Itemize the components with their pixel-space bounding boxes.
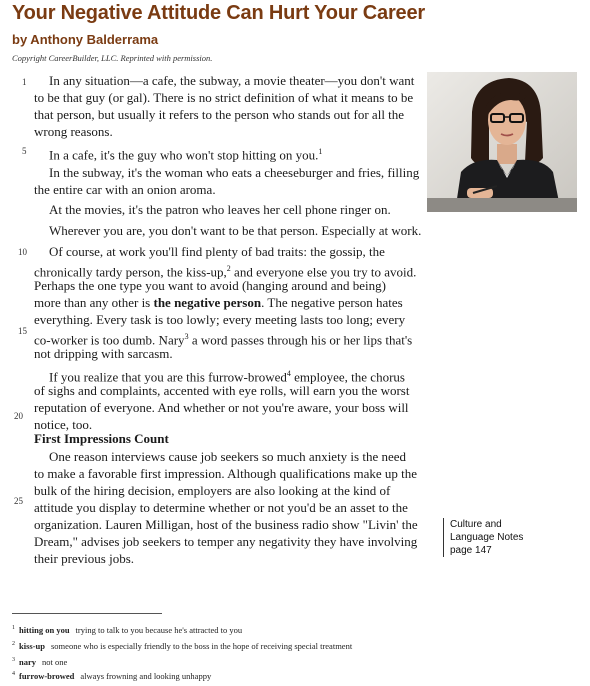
body-text: . The negative person hates (261, 295, 403, 310)
body-line (34, 294, 403, 311)
body-line: In any situation—a cafe, the subway, a movie theater—you don't want (49, 73, 415, 88)
body-line: Wherever you are, you don't want to be that person. Especially at work. (49, 223, 422, 238)
note-line: Language Notes (450, 532, 524, 543)
footnote-ref: 4 (286, 369, 291, 378)
body-line: In the subway, it's the woman who eats a cheeseburger and fries, filling (49, 165, 420, 180)
businesswoman-photo (427, 72, 577, 212)
body-line: Dream," advises job seekers to temper any negativity they have involving (34, 534, 418, 549)
line-number: 10 (18, 247, 27, 257)
body-text: If you realize that you are this furrow-browed (49, 369, 287, 385)
body-line: organization. Lauren Milligan, host of the business radio show "Livin' the (34, 517, 418, 532)
body-text: more than any other is (34, 295, 154, 310)
bold-term: the negative person (153, 295, 262, 310)
line-number: 25 (14, 496, 23, 506)
line-number: 15 (18, 326, 27, 336)
footnote-definition: trying to talk to you because he's attracted to you (75, 625, 243, 635)
footnote-number: 2 (12, 641, 15, 647)
note-line: Culture and (450, 519, 502, 530)
footnote-definition: not one (42, 657, 68, 667)
body-line: bulk of the hiring decision, employers are also looking at the kind of (34, 483, 391, 498)
article-byline: by Anthony Balderrama (12, 32, 159, 47)
body-line: to be that guy (or gal). There is no strict definition of what it means to be (34, 90, 414, 105)
body-line: that person, but usually it refers to the person who stands out for all the (34, 107, 405, 122)
footnote-ref: 3 (184, 332, 189, 341)
body-line: not dripping with sarcasm. (34, 346, 173, 361)
body-line: everything. Every task is too lowly; every meeting lasts too long; every (34, 312, 406, 327)
line-number: 5 (22, 146, 27, 156)
footnote (12, 641, 352, 651)
body-line: wrong reasons. (34, 124, 113, 139)
body-text: and everyone else you try to avoid. (230, 264, 417, 280)
footnote (12, 671, 211, 681)
body-line: the entire car with an onion aroma. (34, 182, 216, 197)
body-text: chronically tardy person, the kiss-up, (34, 264, 227, 280)
copyright-notice: Copyright CareerBuilder, LLC. Reprinted with permission. (12, 53, 213, 63)
line-number: 20 (14, 411, 23, 421)
footnote-term: hitting on you (19, 625, 70, 635)
body-line: of sighs and complaints, accented with eye rolls, will earn you the worst (34, 383, 410, 398)
footnote-number: 4 (12, 671, 15, 677)
body-line: notice, too. (34, 417, 93, 432)
body-line: attitude you display to determine whether or not you'd be an asset to the (34, 500, 408, 515)
footnote-ref: 2 (226, 264, 231, 273)
body-line (49, 143, 322, 163)
footnote-number: 3 (12, 657, 15, 663)
note-line: page 147 (450, 545, 492, 556)
body-line: to make a favorable first impression. Although qualifications make up the (34, 466, 418, 481)
footnote-ref: 1 (318, 147, 323, 156)
body-line: reputation of everyone. And whether or not you're aware, your boss will (34, 400, 409, 415)
section-heading: First Impressions Count (34, 431, 169, 446)
body-line: At the movies, it's the patron who leaves her cell phone ringer on. (49, 202, 391, 217)
culture-language-note (443, 518, 523, 557)
article-title: Your Negative Attitude Can Hurt Your Career (12, 2, 425, 24)
footnote-divider (12, 613, 162, 614)
footnote (12, 625, 242, 635)
body-text: employee, the chorus (290, 369, 405, 385)
footnote-term: furrow-browed (19, 671, 75, 681)
body-line: their previous jobs. (34, 551, 135, 566)
body-line: One reason interviews cause job seekers so much anxiety is the need (49, 449, 407, 464)
footnote-term: kiss-up (19, 641, 45, 651)
body-text: a word passes through his or her lips that's (188, 332, 413, 348)
footnote (12, 657, 67, 667)
body-line: Of course, at work you'll find plenty of bad traits: the gossip, the (49, 244, 385, 259)
footnote-number: 1 (12, 625, 15, 631)
footnote-definition: someone who is especially friendly to the boss in the hope of receiving special treatment (51, 641, 353, 651)
body-line: Perhaps the one type you want to avoid (hanging around and being) (34, 278, 386, 293)
line-number: 1 (22, 77, 27, 87)
body-text: co-worker is too dumb. Nary (34, 332, 185, 348)
footnote-term: nary (19, 657, 36, 667)
body-text: In a cafe, it's the guy who won't stop hitting on you. (49, 147, 319, 163)
footnote-definition: always frowning and looking unhappy (80, 671, 212, 681)
